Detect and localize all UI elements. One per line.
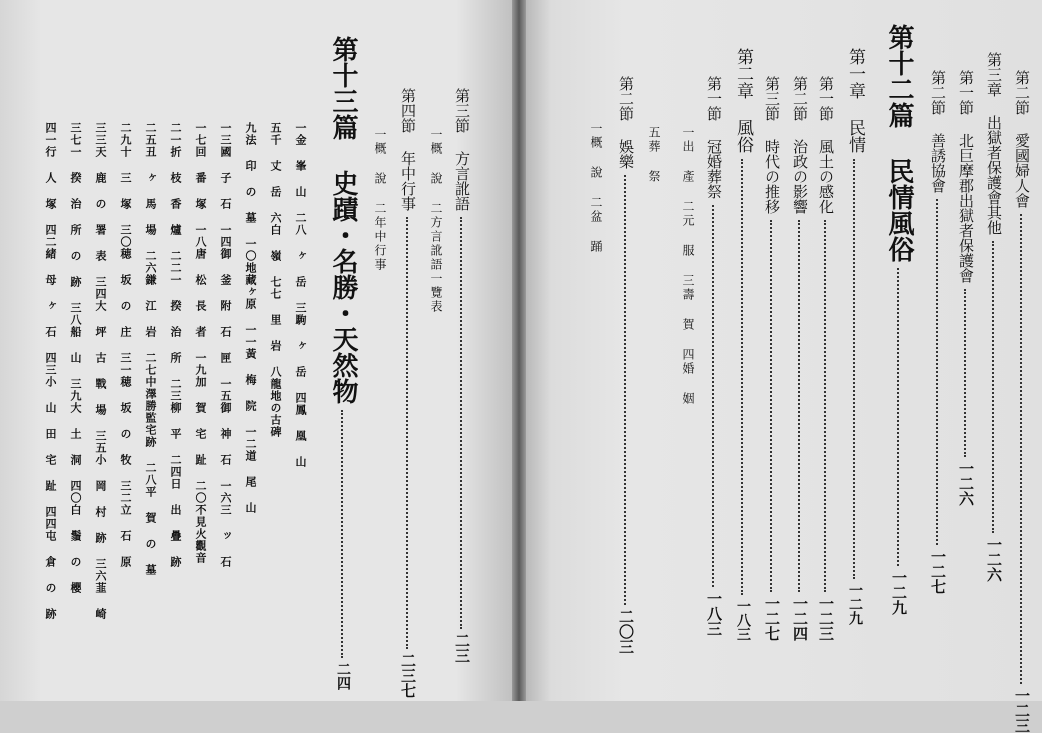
- book-gutter: [512, 0, 526, 701]
- toc-entry: 第一節 風土の感化一二三: [817, 76, 835, 641]
- toc-entry: 第二節 愛國婦人會一二三: [1013, 70, 1031, 733]
- site-list-column: 四一行 人 塚 四二緒 母 ヶ 石 四三小 山 田 宅 趾 四四屯 倉 の 跡: [44, 122, 57, 620]
- site-list-column: 一金 峯 山 二八 ヶ 岳 三駒 ヶ 岳 四鳳 凰 山: [294, 122, 307, 468]
- site-list-column: 二五丑 ヶ 馬 場 二六鎌 江 岩 二七中澤勝監宅跡 二八平 賀 の 墓: [144, 122, 157, 576]
- toc-entry: 第三節 方言訛語二三: [453, 88, 471, 663]
- site-list-column: 二九十 三 塚 三〇穂 坂 の 庄 三一穂 坂 の 牧 三二立 石 原: [119, 122, 132, 568]
- toc-entry: 第四節 年中行事二三七: [399, 88, 417, 698]
- toc-part-heading: 第十三篇 史蹟・名勝・天然物二四: [328, 36, 358, 690]
- site-list-column: 二一折 枝 香 爐 二二一 揆 治 所 二三柳 平 二四日 出 疊 跡: [169, 122, 182, 568]
- site-list-column: 一三國 子 石 一四御 釜 附 石 匣 一五御 神 石 一六三 ッ 石: [219, 122, 232, 568]
- toc-part-heading: 第十二篇 民情風俗一二九: [884, 24, 914, 615]
- toc-subitems: 一出 產 二元 服 三壽 賀 四婚 姻: [681, 126, 695, 406]
- site-list-column: 三三天 鹿 の 署 表 三四大 坪 古 戰 場 三五小 岡 村 跡 三六韮 崎: [94, 122, 107, 620]
- toc-entry: 第二節 治政の影響一二四: [791, 76, 809, 641]
- toc-entry: 第三節 時代の推移一二七: [763, 76, 781, 641]
- site-list-column: 三七一 揆 治 所 の 跡 三八船 山 三九大 土 洞 四〇白 鬚 の 櫻: [69, 122, 82, 594]
- toc-subitems: 一概 說 二年中行事: [373, 128, 387, 272]
- site-list-column: 九法 印 の 墓 一〇地藏ヶ原 一一黃 梅 院 一二道 尾 山: [244, 122, 257, 514]
- toc-entry: 第二節 善誘協會一二七: [929, 70, 947, 594]
- toc-chapter: 第三章 出獄者保護會其他一二六: [985, 52, 1003, 582]
- toc-subitems: 一概 說 二方言訛語一覽表: [429, 128, 443, 314]
- toc-subitems: 一概 說 二盆 踊: [589, 122, 603, 254]
- site-list-column: 一七回 番 塚 一八唐 松 長 者 一九加 賀 宅 趾 二〇不見火觀音: [194, 122, 207, 564]
- toc-chapter: 第一章 民情一二九: [845, 48, 865, 625]
- toc-entry: 第一節 北巨摩郡出獄者保護會一二六: [957, 70, 975, 506]
- toc-entry: 第一節 冠婚葬祭一八三: [705, 76, 723, 636]
- toc-entry: 第二節 娛樂二〇三: [617, 76, 635, 654]
- toc-chapter: 第二章 風俗一八三: [733, 48, 753, 641]
- toc-subitems: 五葬 祭: [647, 126, 661, 184]
- site-list-column: 五千 丈 岳 六白 嶺 七七 里 岩 八龍地の古碑: [269, 122, 282, 438]
